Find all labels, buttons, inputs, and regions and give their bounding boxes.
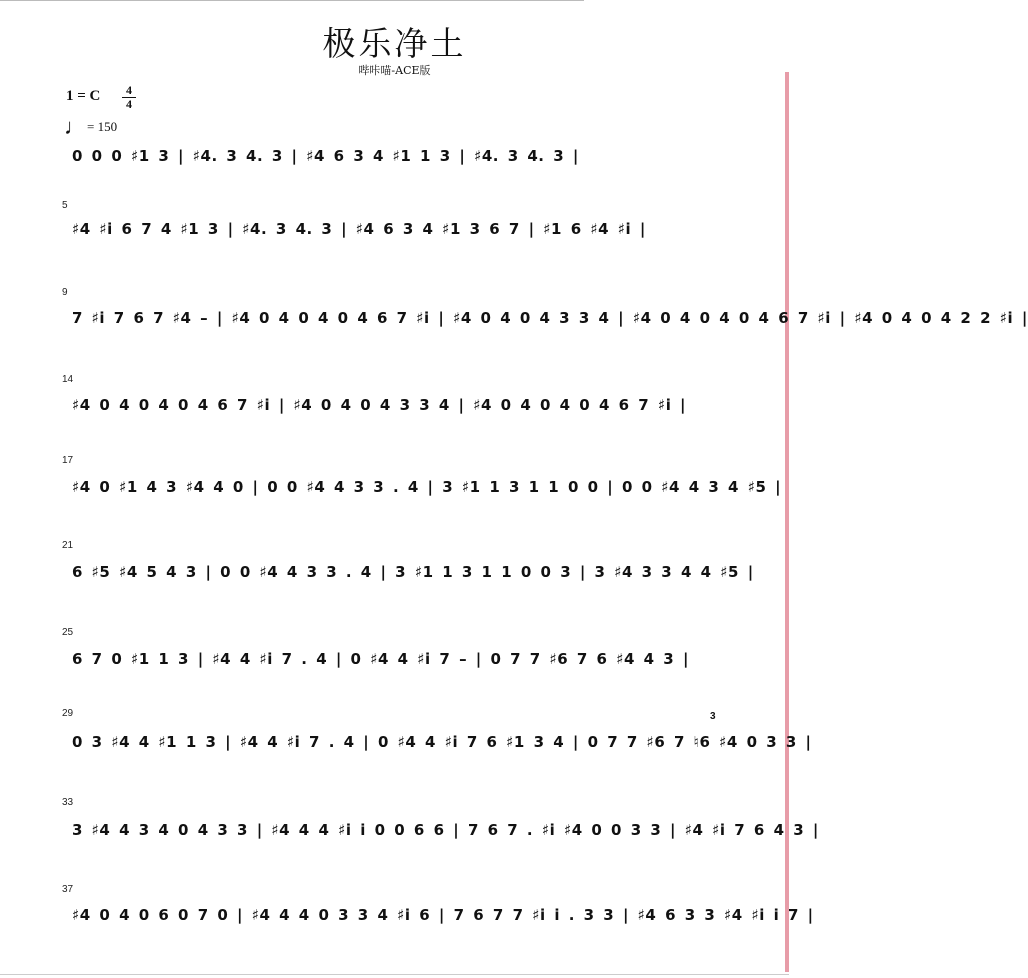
system-5 [0,455,789,515]
tempo-marking [64,114,117,140]
time-signature [122,84,136,111]
system-notes: 7 ♯i 7 6 7 ♯4 – | ♯4 0 4 0 4 0 4 6 7 ♯i | ♯4 0 4 0 4 3 3 4 | ♯4 0 4 0 4 0 4 6 7 ♯i | ♯4 0 4 0 4 2 2 ♯i | [72,309,1028,327]
quarter-note-icon: ♩ [64,114,86,139]
system-2 [0,200,789,260]
system-notes: 6 7 0 ♯1 1 3 | ♯4 4 ♯i 7 . 4 | 0 ♯4 4 ♯i 7 – | 0 7 7 ♯6 7 6 ♯4 4 3 | [72,650,689,668]
key-signature: 1 = C [66,88,101,104]
system-notes: ♯4 0 4 0 4 0 4 6 7 ♯i | ♯4 0 4 0 4 3 3 4 | ♯4 0 4 0 4 0 4 6 7 ♯i | [72,396,687,414]
measure-number: 33 [62,797,74,808]
measure-number: 25 [62,627,74,638]
time-signature-top: 4 [126,83,132,97]
measure-number: 9 [62,287,68,298]
system-notes: ♯4 0 4 0 6 0 7 0 | ♯4 4 4 0 3 3 4 ♯i 6 | 7 6 7 7 ♯i i . 3 3 | ♯4 6 3 3 ♯4 ♯i i 7 | [72,906,814,924]
score-subtitle: 哔咔喵-ACE版 [358,64,431,77]
measure-number: 14 [62,374,74,385]
measure-number: 21 [62,540,74,551]
system-1 [0,145,789,205]
system-notes: ♯4 ♯i 6 7 4 ♯1 3 | ♯4. 3 4. 3 | ♯4 6 3 4 ♯1 3 6 7 | ♯1 6 ♯4 ♯i | [72,220,646,238]
triplet-mark: 3 [710,711,716,722]
system-6 [0,540,789,600]
measure-number: 37 [62,884,74,895]
bottom-rule [0,974,789,975]
time-signature-bottom: 4 [122,97,136,111]
system-notes: 3 ♯4 4 3 4 0 4 3 3 | ♯4 4 4 ♯i i 0 0 6 6 | 7 6 7 . ♯i ♯4 0 0 3 3 | ♯4 ♯i 7 6 4 3 | [72,821,819,839]
system-9 [0,797,819,857]
system-notes: ♯4 0 ♯1 4 3 ♯4 4 0 | 0 0 ♯4 4 3 3 . 4 | 3 ♯1 1 3 1 1 0 0 | 0 0 ♯4 4 3 4 ♯5 | [72,478,782,496]
system-4 [0,374,789,434]
system-3 [0,287,1028,347]
system-notes: 6 ♯5 ♯4 5 4 3 | 0 0 ♯4 4 3 3 . 4 | 3 ♯1 1 3 1 1 0 0 3 | 3 ♯4 3 3 4 4 ♯5 | [72,563,754,581]
system-8 [0,708,812,768]
measure-number: 17 [62,455,74,466]
system-7 [0,627,789,687]
measure-number: 29 [62,708,74,719]
score-title: 极乐净土 [322,24,467,63]
top-rule [0,0,584,1]
system-notes: 0 3 ♯4 4 ♯1 1 3 | ♯4 4 ♯i 7 . 4 | 0 ♯4 4 ♯i 7 6 ♯1 3 4 | 0 7 7 ♯6 7 ♮6 ♯4 0 3 3 | [72,733,812,751]
system-10 [0,884,814,944]
tempo-value: = 150 [87,119,118,134]
measure-number: 5 [62,200,68,211]
system-notes: 0 0 0 ♯1 3 | ♯4. 3 4. 3 | ♯4 6 3 4 ♯1 1 3 | ♯4. 3 4. 3 | [72,147,579,165]
